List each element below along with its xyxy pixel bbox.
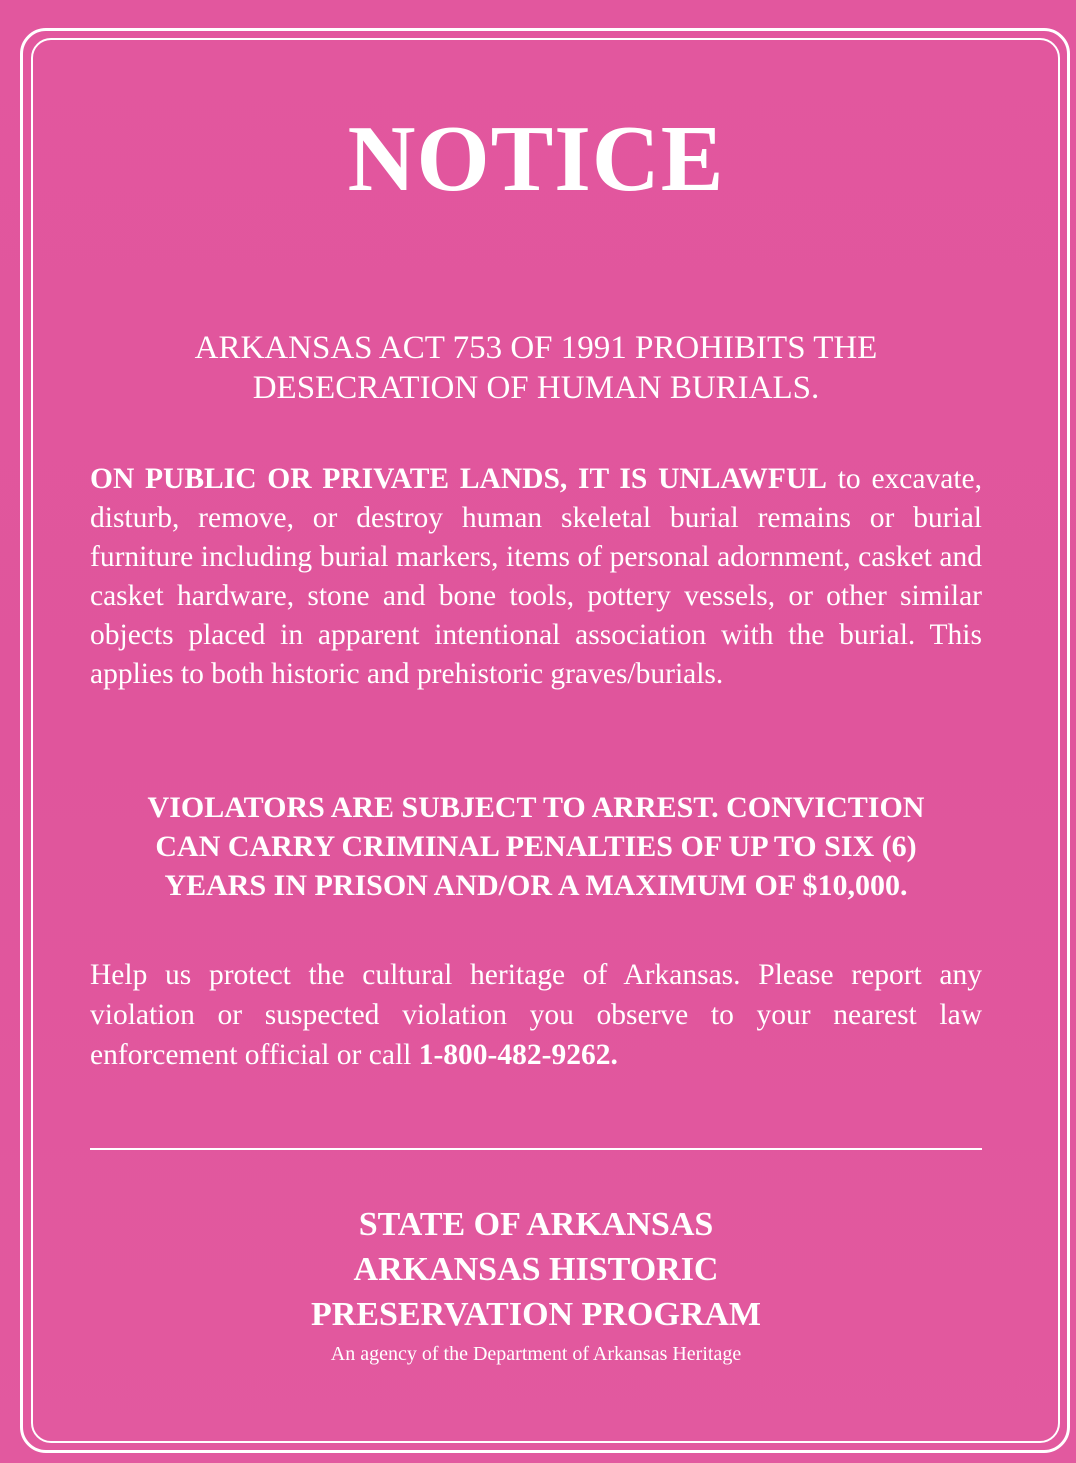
help-paragraph [90, 955, 982, 1075]
violators-line-3: YEARS IN PRISON AND/OR A MAXIMUM OF $10,000. [164, 869, 908, 902]
org-line-2: ARKANSAS HISTORIC [353, 1251, 719, 1288]
phone-number: 1-800-482-9262. [418, 1039, 618, 1071]
organization-name [90, 1202, 982, 1337]
violators-warning [90, 788, 982, 905]
law-text: to excavate, disturb, remove, or destroy human skeletal burial remains or burial furniture including burial markers, items of personal adornment, casket and casket hardware, stone and bone tools, pottery vessels, or other similar objects placed in apparent intentional association with the burial. This applies to both historic and prehistoric graves/burials. [90, 463, 982, 690]
org-line-1: STATE OF ARKANSAS [358, 1206, 714, 1243]
agency-line: An agency of the Department of Arkansas Heritage [330, 1343, 742, 1365]
law-paragraph [90, 460, 982, 694]
divider-line [90, 1148, 982, 1150]
org-line-3: PRESERVATION PROGRAM [311, 1296, 761, 1333]
law-lead: ON PUBLIC OR PRIVATE LANDS, IT IS UNLAWFUL [90, 463, 827, 495]
help-text: Help us protect the cultural heritage of Arkansas. Please report any violation or suspected violation you observe to your nearest law enforcement official or call [90, 959, 982, 1071]
notice-title: NOTICE [347, 107, 725, 211]
act-line-2: DESECRATION OF HUMAN BURIALS. [252, 370, 820, 406]
act-line-1: ARKANSAS ACT 753 OF 1991 PROHIBITS THE [194, 330, 878, 366]
violators-line-1: VIOLATORS ARE SUBJECT TO ARREST. CONVICTION [147, 791, 925, 824]
violators-line-2: CAN CARRY CRIMINAL PENALTIES OF UP TO SIX (6) [155, 830, 917, 863]
act-statement [90, 328, 982, 408]
